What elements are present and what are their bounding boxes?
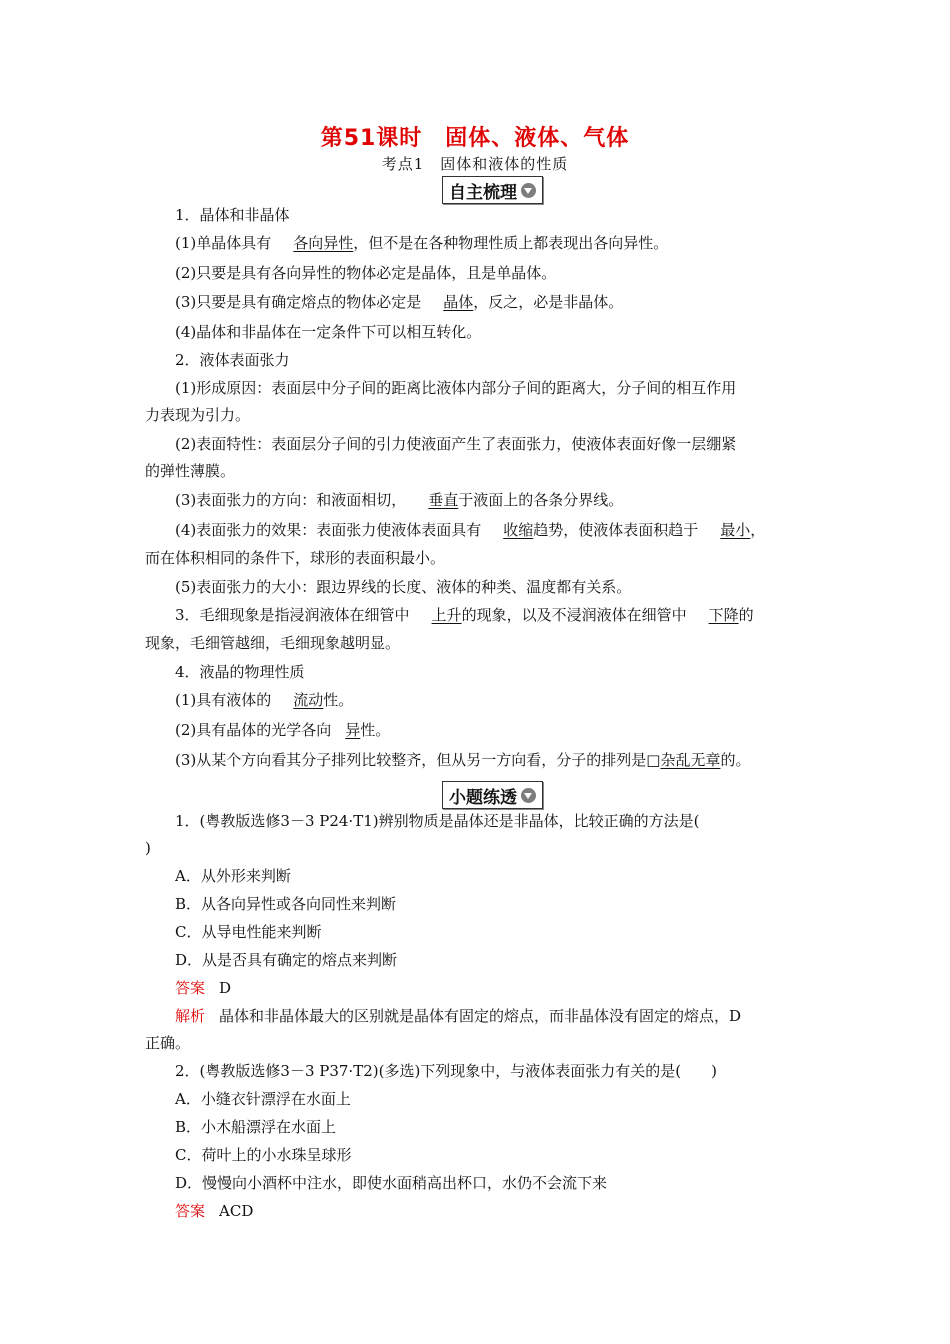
section-header-self-review: [442, 176, 543, 204]
explanation-line: 正确。: [145, 1034, 191, 1052]
note-line: 而在体积相同的条件下，球形的表面积最小。: [145, 549, 446, 567]
option-c: C．荷叶上的小水珠呈球形: [175, 1146, 352, 1164]
text: (3)表面张力的方向：和液面相切，: [175, 491, 407, 509]
option-a: A．从外形来判断: [175, 867, 291, 885]
fill-in-answer: 各向异性: [293, 234, 354, 252]
note-line: (2)表面特性：表面层分子间的引力使液面产生了表面张力，使液体表面好像一层绷紧: [175, 435, 737, 453]
fill-in-answer: 流动: [293, 691, 324, 709]
option-b: B．从各向异性或各向同性来判断: [175, 895, 397, 913]
heading-liquid-crystal: 4．液晶的物理性质: [175, 663, 305, 681]
fill-in-answer: 下降: [708, 606, 739, 624]
text: 性。: [323, 691, 354, 709]
page-title: 第51课时 固体、液体、气体: [320, 126, 630, 151]
option-b: B．小木船漂浮在水面上: [175, 1118, 337, 1136]
chevron-down-icon: [521, 788, 536, 803]
fill-in-answer: 垂直: [428, 491, 459, 509]
note-line: [175, 233, 668, 253]
text: (4)表面张力的效果：表面张力使液体表面具有: [175, 521, 482, 539]
section-label: 小题练透: [449, 787, 517, 808]
text: 于液面上的各条分界线。: [458, 491, 624, 509]
text: 晶体和非晶体最大的区别就是晶体有固定的熔点，而非晶体没有固定的熔点，D: [219, 1007, 742, 1025]
fill-in-answer: 异: [345, 721, 361, 739]
note-line: [175, 720, 390, 740]
note-line: [175, 605, 754, 625]
text: ，反之，必是非晶体。: [473, 293, 624, 311]
text: (3)只要是具有确定熔点的物体必定是: [175, 293, 422, 311]
option-d: D．慢慢向小酒杯中注水，即使水面稍高出杯口，水仍不会流下来: [175, 1174, 608, 1192]
note-line: (4)晶体和非晶体在一定条件下可以相互转化。: [175, 323, 482, 341]
fill-in-answer: 最小: [720, 521, 751, 539]
text: 趋势，使液体表面积趋于: [533, 521, 699, 539]
note-line: (1)形成原因：表面层中分子间的距离比液体内部分子间的距离大，分子间的相互作用: [175, 379, 737, 397]
note-line: (2)只要是具有各向异性的物体必定是晶体，且是单晶体。: [175, 264, 557, 282]
question-stem: 1．(粤教版选修3－3 P24·T1)辨别物质是晶体还是非晶体，比较正确的方法是(: [175, 812, 700, 830]
heading-surface-tension: 2．液体表面张力: [175, 351, 290, 369]
heading-crystal: 1．晶体和非晶体: [175, 206, 290, 224]
note-line: [175, 690, 353, 710]
fill-in-answer: 上升: [431, 606, 462, 624]
answer-value: ACD: [219, 1202, 254, 1220]
text: (1)具有液体的: [175, 691, 272, 709]
text: ，: [750, 521, 766, 539]
fill-in-answer: 晶体: [443, 293, 474, 311]
text: (1)单晶体具有: [175, 234, 272, 252]
text: 性。: [360, 721, 391, 739]
note-line: 的弹性薄膜。: [145, 462, 236, 480]
text: 的现象，以及不浸润液体在细管中: [461, 606, 687, 624]
option-d: D．从是否具有确定的熔点来判断: [175, 951, 398, 969]
explanation-label: 解析: [175, 1007, 206, 1025]
text: (3)从某个方向看其分子排列比较整齐，但从另一方向看，分子的排列是□: [175, 751, 661, 769]
answer-label: 答案: [175, 979, 206, 997]
note-line: [175, 750, 750, 770]
question-stem: ): [145, 839, 151, 857]
answer-line: [175, 978, 231, 998]
text: ，但不是在各种物理性质上都表现出各向异性。: [353, 234, 669, 252]
option-c: C．从导电性能来判断: [175, 923, 322, 941]
explanation-line: [175, 1006, 741, 1026]
section-header-practice: [442, 781, 543, 809]
note-line: [175, 490, 623, 510]
text: 的: [738, 606, 754, 624]
note-line: 现象，毛细管越细，毛细现象越明显。: [145, 634, 401, 652]
text: (2)具有晶体的光学各向: [175, 721, 332, 739]
text: 3．毛细现象是指浸润液体在细管中: [175, 606, 410, 624]
answer-line: [175, 1201, 253, 1221]
question-stem: 2．(粤教版选修3－3 P37·T2)(多选)下列现象中，与液体表面张力有关的是( ): [175, 1062, 718, 1080]
note-line: 力表现为引力。: [145, 406, 251, 424]
answer-label: 答案: [175, 1202, 206, 1220]
note-line: [175, 292, 623, 312]
note-line: [175, 520, 765, 540]
section-label: 自主梳理: [449, 182, 517, 203]
fill-in-answer: 杂乱无章: [660, 751, 721, 769]
note-line: (5)表面张力的大小：跟边界线的长度、液体的种类、温度都有关系。: [175, 578, 632, 596]
page-subtitle: 考点1 固体和液体的性质: [381, 155, 569, 173]
chevron-down-icon: [521, 183, 536, 198]
answer-value: D: [219, 979, 232, 997]
text: 的。: [720, 751, 751, 769]
option-a: A．小缝衣针漂浮在水面上: [175, 1090, 351, 1108]
fill-in-answer: 收缩: [503, 521, 534, 539]
